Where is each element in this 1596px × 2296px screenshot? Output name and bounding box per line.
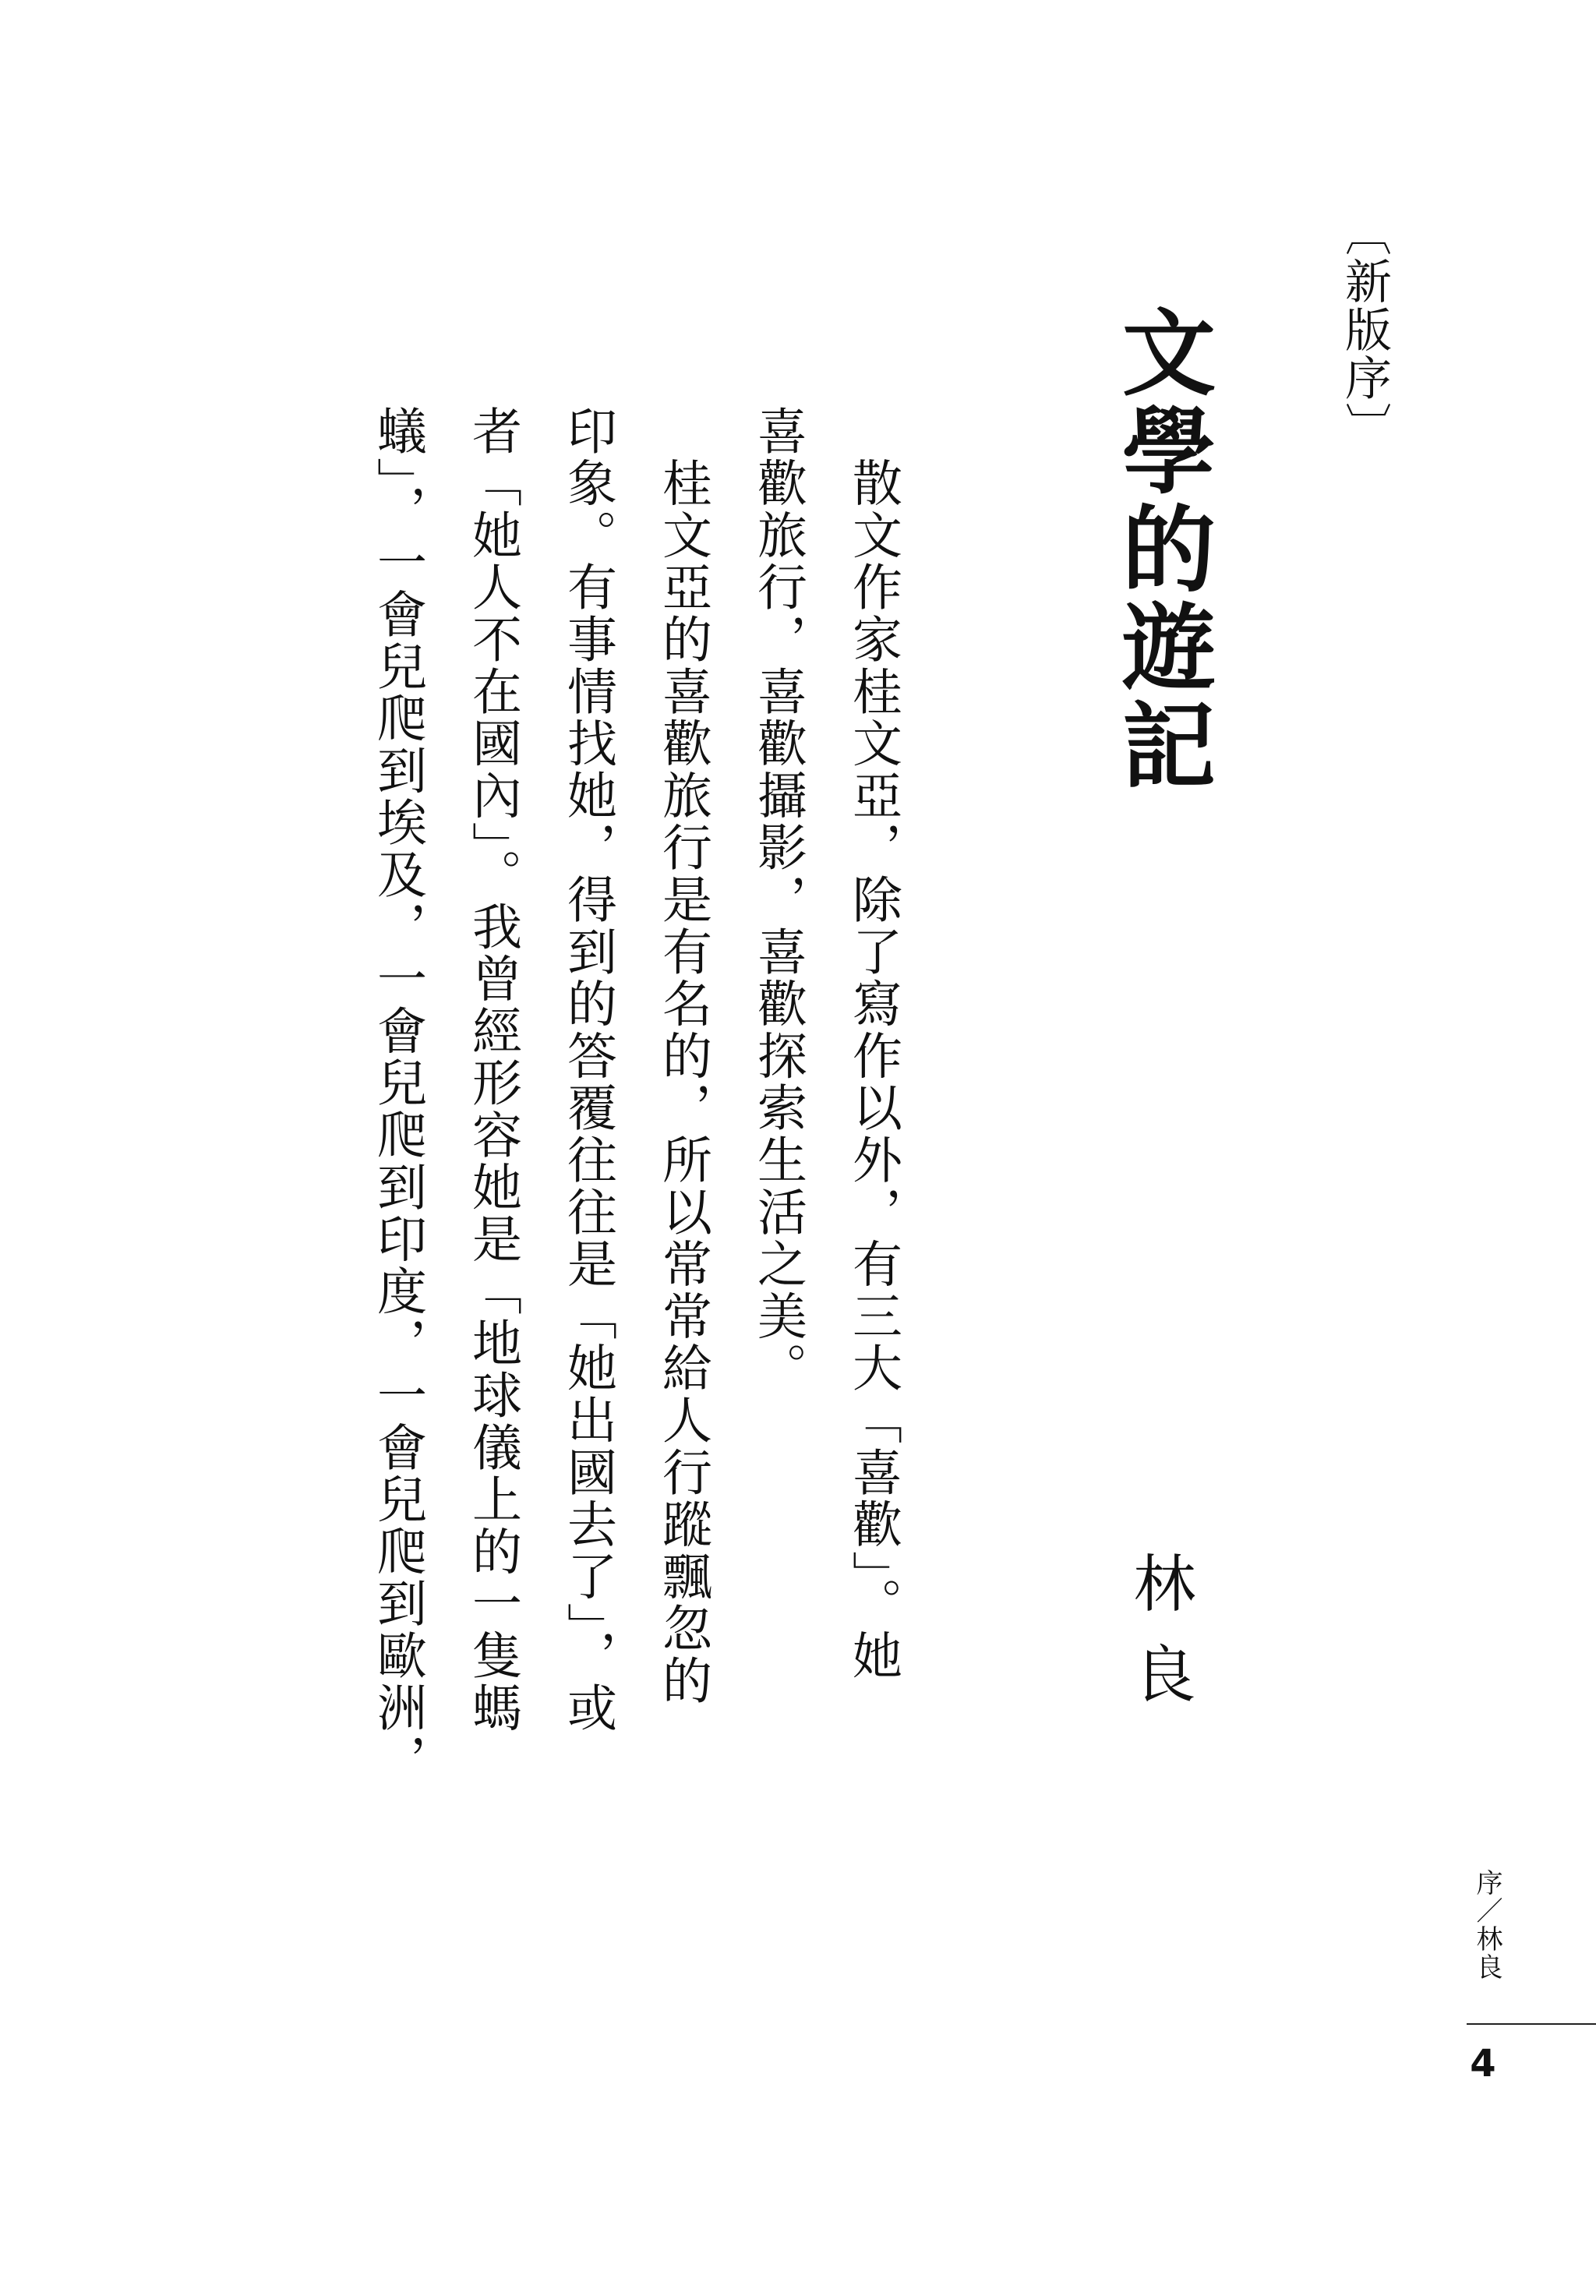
- body-line-5: 者「她人不在國內」。我曾經形容她是「地球儀上的一隻螞: [464, 405, 521, 1734]
- body-line-4: 印象。有事情找她，得到的答覆往往是「她出國去了」，或: [559, 405, 616, 1734]
- running-head: 序／林良: [1471, 1869, 1502, 1981]
- footer-rule: [1467, 2023, 1596, 2025]
- author-name: 林良: [1123, 1551, 1195, 1732]
- body-line-6: 蟻」，一會兒爬到埃及，一會兒爬到印度，一會兒爬到歐洲，: [369, 405, 426, 1786]
- body-line-2: 喜歡旅行，喜歡攝影，喜歡探索生活之美。: [749, 405, 807, 1395]
- body-line-3: 桂文亞的喜歡旅行是有名的，所以常常給人行蹤飄忽的: [654, 405, 711, 1707]
- section-label: 〔新版序〕: [1337, 209, 1392, 450]
- page-title: 文學的遊記: [1107, 304, 1216, 795]
- body-line-1: 散文作家桂文亞，除了寫作以外，有三大「喜歡」。她: [844, 405, 902, 1682]
- page-number: 4: [1470, 2042, 1496, 2086]
